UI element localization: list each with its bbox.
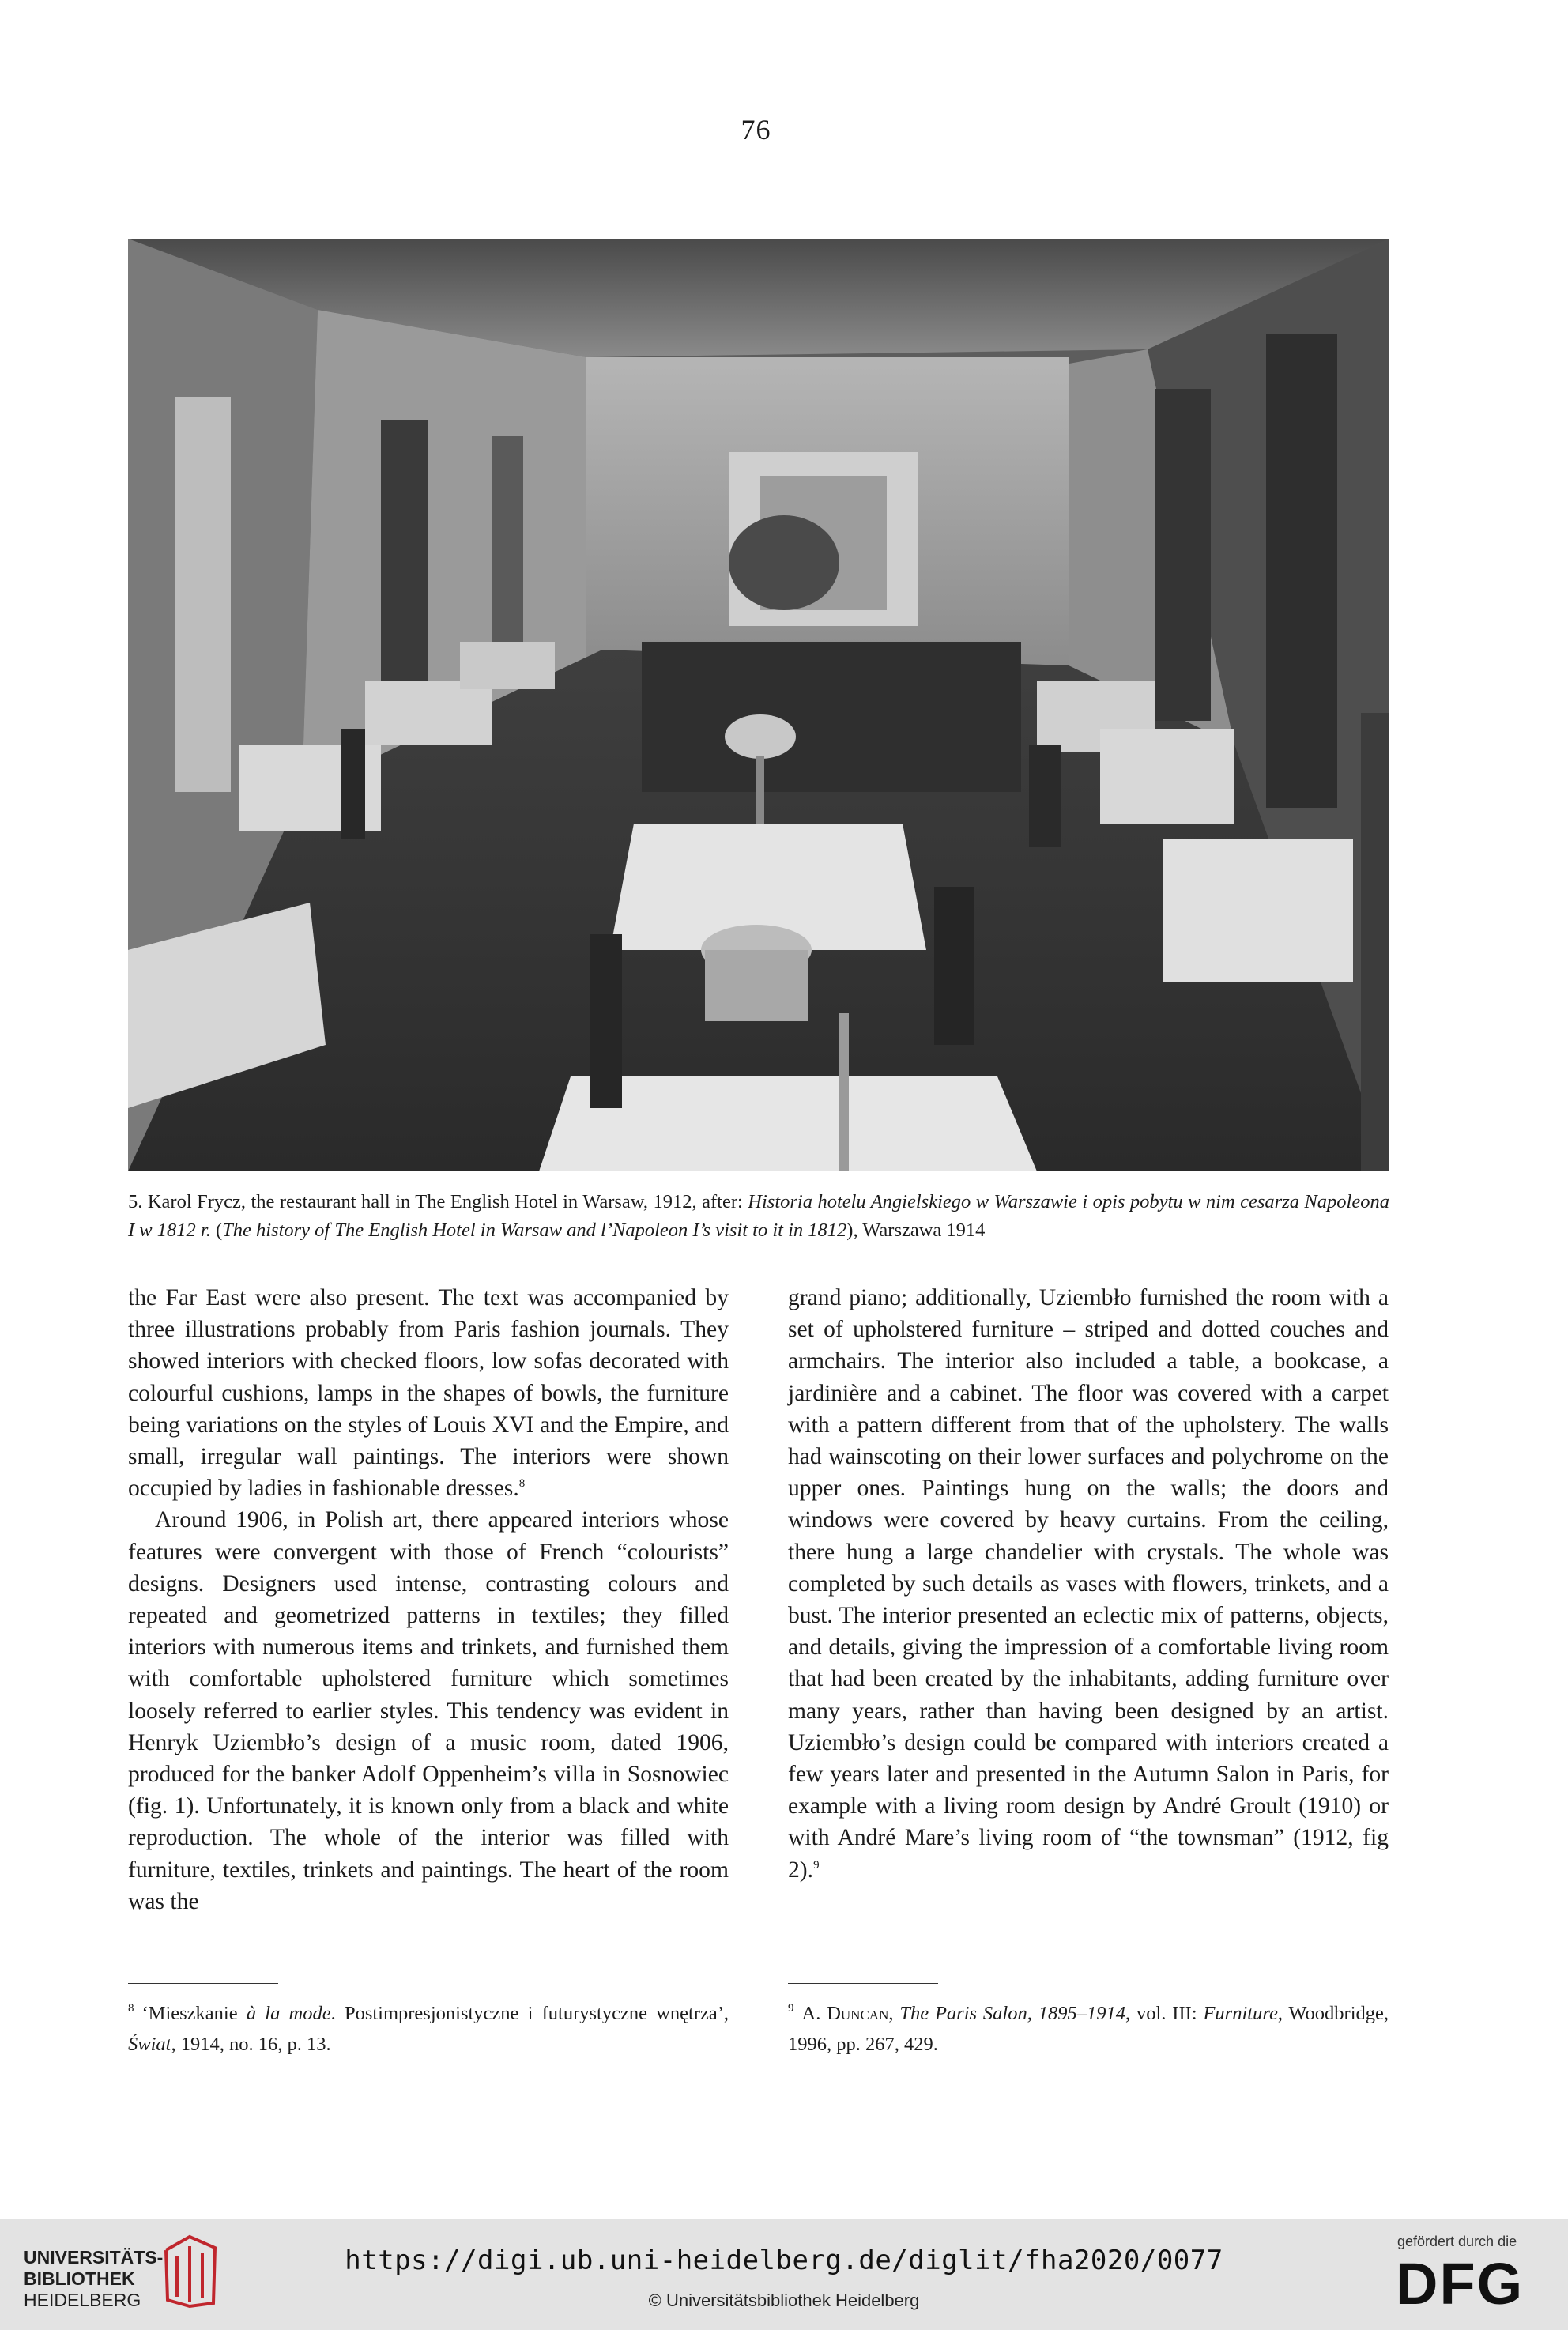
figure-caption: 5. Karol Frycz, the restaurant hall in The English Hotel in Warsaw, 1912, after: Historia hotelu Angielskiego w Warszawie i opis pobytu w nim cesarza Napoleona I w 1812 r. (The history of The English Hotel in Warsaw and l’Napoleon I’s visit to it in 1812), Warszawa 1914 xyxy=(128,1191,1389,1241)
right-column xyxy=(788,1282,1389,1886)
footnote-ref[interactable]: 9 xyxy=(813,1858,820,1872)
left-column xyxy=(128,1282,729,1917)
photo-illustration xyxy=(128,239,1389,1171)
page-number: 76 xyxy=(741,114,771,145)
footnote-9: $^9$ A. Duncan, The Paris Salon, 1895–1914, vol. III: Furniture, Woodbridge, 1996, pp. 267, 429. xyxy=(788,2002,1389,2055)
footnote-8: $^8$ ‘Mieszkanie à la mode. Postimpresjonistyczne i futurystyczne wnętrza’, Świat, 1914, no. 16, p. 13. xyxy=(128,2002,729,2055)
funder-note: gefördert durch die xyxy=(1397,2234,1517,2249)
footnote-rule xyxy=(788,1983,938,1984)
footnote-rule xyxy=(128,1983,278,1984)
dfg-logo[interactable]: DFG xyxy=(1396,2251,1525,2317)
footnote-ref[interactable]: 8 xyxy=(518,1477,526,1491)
paragraph: grand piano; additionally, Uziembło furnished the room with a set of upholstered furniture – striped and dotted couches and armchairs. The interior also included a table, a bookcase, a jardinière and a cabinet. The floor was covered with a carpet with a pattern different from that of the upholstery. The walls had wainscoting on their lower surfaces and polychrome on the upper ones. Paintings hung on the walls; the doors and windows were covered by heavy curtains. From the ceiling, there hung a large chandelier with crystals. The whole was completed by such details as vases with flowers, trinkets, and a bust. The interior presented an eclectic mix of patterns, objects, and details, giving the impression of a comfortable living room that had been created by the inhabitants, adding furniture over many years, rather than having been designed by an artist. Uziembło’s design could be compared with interiors created a few years later and presented in the Autumn Salon in Paris, for example with a living room design by André Groult (1910) or with André Mare’s living room of “the townsman” (1912, fig 2).$^9$ xyxy=(788,1285,1389,1883)
paragraph: the Far East were also present. The text was accompanied by three illustrations probably from Paris fashion journals. They showed interiors with checked floors, low sofas decorated with colourful cushions, lamps in the shapes of bowls, the furniture being variations on the styles of Louis XVI and the Empire, and small, irregular wall paintings. The interiors were shown occupied by ladies in fashionable dresses.$^8$ xyxy=(128,1285,729,1502)
copyright-notice: © Universitätsbibliothek Heidelberg xyxy=(648,2290,920,2310)
restaurant-hall-photograph xyxy=(128,239,1389,1171)
document-url-link[interactable]: https://digi.ub.uni-heidelberg.de/diglit/fha2020/0077 xyxy=(345,2245,1223,2276)
library-logo-text[interactable]: UNIVERSITÄTS- BIBLIOTHEK HEIDELBERG xyxy=(24,2247,164,2310)
paragraph: Around 1906, in Polish art, there appeared interiors whose features were convergent with those of French “colourists” designs. Designers used intense, contrasting colours and repeated and geometrized patterns in textiles; they filled interiors with numerous items and trinkets, and furnished them with comfortable upholstered furniture which sometimes loosely referred to earlier styles. This tendency was evident in Henryk Uziembło’s design of a music room, dated 1906, produced for the banker Adolf Oppenheim’s villa in Sosnowiec (fig. 1). Unfortunately, it is known only from a black and white reproduction. The whole of the interior was filled with furniture, textiles, trinkets and paintings. The heart of the room was the xyxy=(128,1507,729,1914)
